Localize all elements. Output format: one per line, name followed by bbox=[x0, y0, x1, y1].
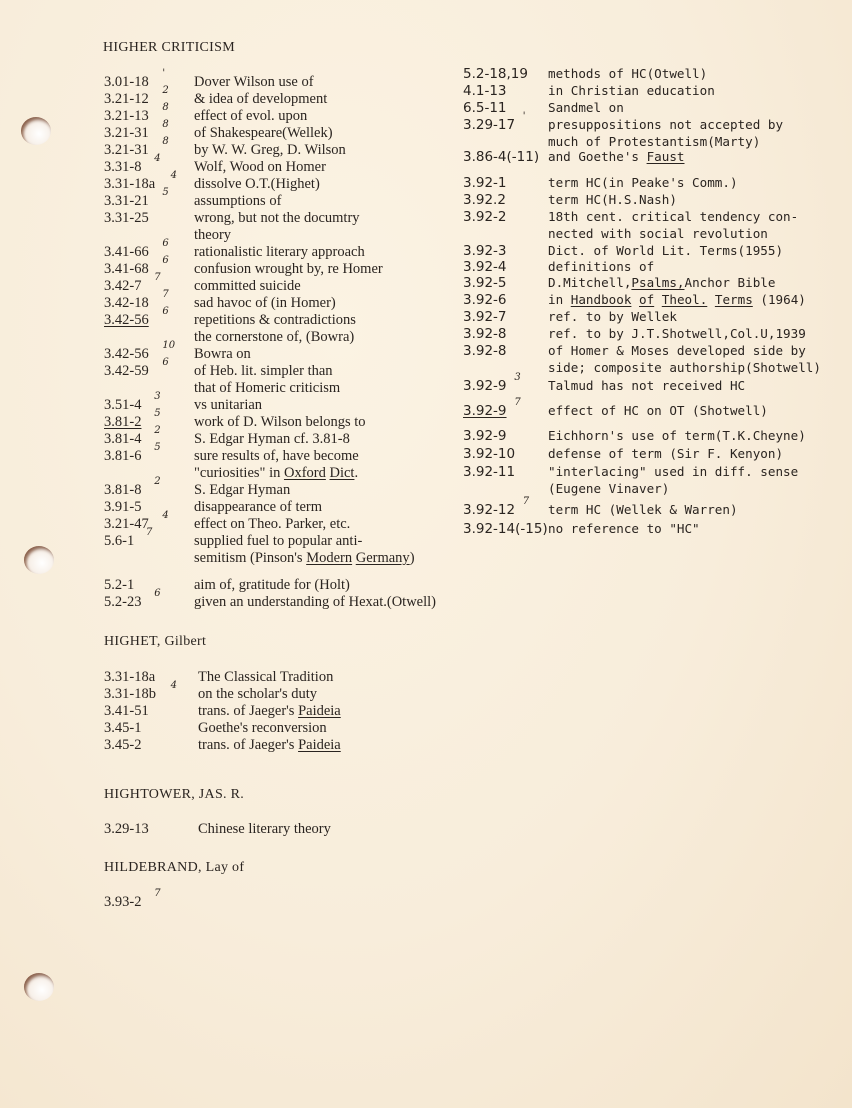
entry-description: Dover Wilson use of bbox=[194, 74, 314, 90]
entry-handwritten-note: 6 bbox=[162, 357, 169, 368]
entry-description: definitions of bbox=[548, 259, 655, 274]
entry-description: ref. to by Wellek bbox=[548, 309, 677, 324]
entry-description: given an understanding of Hexat.(Otwell) bbox=[194, 594, 436, 610]
entry-reference: 3.29-17 bbox=[463, 117, 516, 133]
entry-reference: 5.6-1 bbox=[104, 533, 135, 549]
entry-description: by W. W. Greg, D. Wilson bbox=[194, 142, 346, 158]
section-heading-highet: HIGHET, Gilbert bbox=[104, 634, 207, 649]
entry-reference: 3.42-56 bbox=[104, 312, 149, 328]
entry-description: methods of HC(Otwell) bbox=[548, 66, 708, 81]
entry-description: of Homer & Moses developed side by bbox=[548, 343, 806, 358]
entry-handwritten-note: 8 bbox=[162, 136, 169, 147]
entry-reference: 3.92-5 bbox=[463, 275, 507, 291]
entry-description: S. Edgar Hyman cf. 3.81-8 bbox=[194, 431, 350, 447]
entry-reference: 5.2-1 bbox=[104, 577, 135, 593]
entry-handwritten-note: 4 bbox=[154, 153, 161, 164]
entry-description: assumptions of bbox=[194, 193, 282, 209]
entry-description: effect of HC on OT (Shotwell) bbox=[548, 403, 768, 418]
entry-description: 18th cent. critical tendency con- bbox=[548, 209, 799, 224]
entry-reference: 6.5-11 bbox=[463, 100, 507, 116]
entry-description: trans. of Jaeger's Paideia bbox=[198, 703, 341, 719]
entry-reference: 3.93-2 bbox=[104, 894, 142, 910]
entry-reference: 4.1-13 bbox=[463, 83, 507, 99]
entry-reference: 5.2-23 bbox=[104, 594, 142, 610]
entry-description: repetitions & contradictions bbox=[194, 312, 356, 328]
entry-handwritten-note: 7 bbox=[154, 888, 161, 899]
punch-hole bbox=[21, 117, 51, 145]
entry-reference: 3.92-9 bbox=[463, 378, 507, 394]
entry-reference: 5.2-18,19 bbox=[463, 66, 528, 82]
entry-reference: 3.45-1 bbox=[104, 720, 142, 736]
section-heading-hightower: HIGHTOWER, JAS. R. bbox=[104, 787, 245, 802]
entry-description: wrong, but not the documtry bbox=[194, 210, 360, 226]
entry-reference: 3.92-4 bbox=[463, 259, 507, 275]
entry-description: of Shakespeare(Wellek) bbox=[194, 125, 333, 141]
entry-reference: 3.92-11 bbox=[463, 464, 516, 480]
entry-handwritten-note: 6 bbox=[154, 588, 161, 599]
entry-description: The Classical Tradition bbox=[198, 669, 334, 685]
entry-description: and Goethe's Faust bbox=[548, 149, 685, 164]
entry-handwritten-note: 5 bbox=[154, 442, 161, 453]
entry-description: much of Protestantism(Marty) bbox=[548, 134, 761, 149]
entry-description: supplied fuel to popular anti- bbox=[194, 533, 363, 549]
entry-reference: 3.21-31 bbox=[104, 125, 149, 141]
entry-reference: 3.92-2 bbox=[463, 209, 507, 225]
entry-description: vs unitarian bbox=[194, 397, 263, 413]
entry-reference: 3.31-18a bbox=[104, 669, 156, 685]
entry-reference: 3.92-8 bbox=[463, 326, 507, 342]
entry-reference: 3.81-4 bbox=[104, 431, 142, 447]
entry-handwritten-note: 2 bbox=[154, 425, 161, 436]
entry-handwritten-note: 3 bbox=[514, 372, 521, 383]
entry-handwritten-note: 5 bbox=[154, 408, 161, 419]
entry-handwritten-note: 6 bbox=[162, 306, 169, 317]
entry-reference: 3.21-47 bbox=[104, 516, 149, 532]
entry-description: Eichhorn's use of term(T.K.Cheyne) bbox=[548, 428, 806, 443]
entry-description: disappearance of term bbox=[194, 499, 323, 515]
entry-description: no reference to "HC" bbox=[548, 521, 700, 536]
entry-reference: 3.42-56 bbox=[104, 346, 149, 362]
entry-description: term HC(H.S.Nash) bbox=[548, 192, 677, 207]
entry-reference: 3.92-9 bbox=[463, 428, 507, 444]
entry-description: theory bbox=[194, 227, 232, 243]
entry-description: nected with social revolution bbox=[548, 226, 768, 241]
entry-description: ref. to by J.T.Shotwell,Col.U,1939 bbox=[548, 326, 806, 341]
entry-description: sure results of, have become bbox=[194, 448, 359, 464]
entry-reference: 3.92-6 bbox=[463, 292, 507, 308]
entry-description: Bowra on bbox=[194, 346, 251, 362]
entry-reference: 3.31-18b bbox=[104, 686, 156, 702]
entry-handwritten-note: 6 bbox=[162, 255, 169, 266]
entry-reference: 3.51-4 bbox=[104, 397, 142, 413]
entry-description: (Eugene Vinaver) bbox=[548, 481, 670, 496]
entry-reference: 3.92-8 bbox=[463, 343, 507, 359]
entry-handwritten-note: 2 bbox=[154, 476, 161, 487]
punch-hole bbox=[24, 973, 54, 1001]
entry-description: side; composite authorship(Shotwell) bbox=[548, 360, 821, 375]
entry-reference: 3.92-3 bbox=[463, 243, 507, 259]
entry-handwritten-note: 8 bbox=[162, 119, 169, 130]
entry-handwritten-note: 7 bbox=[514, 397, 521, 408]
entry-reference: 3.21-13 bbox=[104, 108, 149, 124]
entry-description: the cornerstone of, (Bowra) bbox=[194, 329, 355, 345]
entry-handwritten-note: 3 bbox=[154, 391, 161, 402]
entry-reference: 3.91-5 bbox=[104, 499, 142, 515]
punch-hole bbox=[24, 546, 54, 574]
entry-reference: 3.92-9 bbox=[463, 403, 507, 419]
entry-reference: 3.42-18 bbox=[104, 295, 149, 311]
entry-reference: 3.31-18a bbox=[104, 176, 156, 192]
entry-description: in Handbook of Theol. Terms (1964) bbox=[548, 292, 806, 307]
entry-handwritten-note: 7 bbox=[146, 527, 153, 538]
entry-description: Goethe's reconversion bbox=[198, 720, 327, 736]
entry-description: Dict. of World Lit. Terms(1955) bbox=[548, 243, 784, 258]
section-heading-higher-criticism: HIGHER CRITICISM bbox=[103, 40, 235, 55]
entry-description: Wolf, Wood on Homer bbox=[194, 159, 326, 175]
entry-description: semitism (Pinson's Modern Germany) bbox=[194, 550, 415, 566]
entry-description: rationalistic literary approach bbox=[194, 244, 365, 260]
entry-description: & idea of development bbox=[194, 91, 328, 107]
entry-reference: 3.92-1 bbox=[463, 175, 507, 191]
entry-reference: 3.42-7 bbox=[104, 278, 142, 294]
entry-handwritten-note: 10 bbox=[162, 340, 176, 351]
entry-reference: 3.31-25 bbox=[104, 210, 149, 226]
entry-reference: 3.01-18 bbox=[104, 74, 149, 90]
entry-reference: 3.86-4(-11) bbox=[463, 149, 540, 165]
entry-reference: 3.81-8 bbox=[104, 482, 142, 498]
entry-reference: 3.31-21 bbox=[104, 193, 149, 209]
entry-description: in Christian education bbox=[548, 83, 715, 98]
entry-handwritten-note: 7 bbox=[162, 289, 169, 300]
entry-description: aim of, gratitude for (Holt) bbox=[194, 577, 350, 593]
entry-reference: 3.42-59 bbox=[104, 363, 149, 379]
entry-reference: 3.92-7 bbox=[463, 309, 507, 325]
entry-description: sad havoc of (in Homer) bbox=[194, 295, 336, 311]
entry-description: "interlacing" used in diff. sense bbox=[548, 464, 799, 479]
entry-reference: 3.92-12 bbox=[463, 502, 516, 518]
entry-handwritten-note: 7 bbox=[154, 272, 161, 283]
entry-reference: 3.31-8 bbox=[104, 159, 142, 175]
entry-reference: 3.45-2 bbox=[104, 737, 142, 753]
entry-description: dissolve O.T.(Highet) bbox=[194, 176, 320, 192]
entry-reference: 3.41-66 bbox=[104, 244, 149, 260]
entry-handwritten-note: ' bbox=[522, 111, 526, 122]
entry-description: committed suicide bbox=[194, 278, 301, 294]
entry-reference: 3.41-68 bbox=[104, 261, 149, 277]
entry-reference: 3.21-31 bbox=[104, 142, 149, 158]
entry-reference: 3.92.2 bbox=[463, 192, 506, 208]
entry-handwritten-note: 5 bbox=[162, 187, 169, 198]
entry-description: "curiosities" in Oxford Dict. bbox=[194, 465, 359, 481]
entry-description: effect on Theo. Parker, etc. bbox=[194, 516, 351, 532]
entry-description: work of D. Wilson belongs to bbox=[194, 414, 366, 430]
entry-handwritten-note: 4 bbox=[162, 510, 169, 521]
entry-reference: 3.29-13 bbox=[104, 821, 149, 837]
entry-description: Sandmel on bbox=[548, 100, 624, 115]
entry-handwritten-note: 4 bbox=[170, 170, 177, 181]
entry-description: of Heb. lit. simpler than bbox=[194, 363, 333, 379]
entry-description: confusion wrought by, re Homer bbox=[194, 261, 383, 277]
entry-description: term HC (Wellek & Warren) bbox=[548, 502, 738, 517]
entry-reference: 3.81-6 bbox=[104, 448, 142, 464]
entry-description: effect of evol. upon bbox=[194, 108, 308, 124]
entry-description: S. Edgar Hyman bbox=[194, 482, 291, 498]
entry-handwritten-note: 6 bbox=[162, 238, 169, 249]
entry-handwritten-note: 4 bbox=[170, 680, 177, 691]
entry-reference: 3.92-10 bbox=[463, 446, 516, 462]
entry-handwritten-note: ' bbox=[162, 68, 166, 79]
entry-description: Talmud has not received HC bbox=[548, 378, 746, 393]
entry-description: that of Homeric criticism bbox=[194, 380, 341, 396]
entry-reference: 3.81-2 bbox=[104, 414, 142, 430]
entry-handwritten-note: 8 bbox=[162, 102, 169, 113]
entry-description: Chinese literary theory bbox=[198, 821, 331, 837]
entry-description: trans. of Jaeger's Paideia bbox=[198, 737, 341, 753]
entry-reference: 3.41-51 bbox=[104, 703, 149, 719]
entry-description: D.Mitchell,Psalms,Anchor Bible bbox=[548, 275, 776, 290]
entry-description: on the scholar's duty bbox=[198, 686, 317, 702]
entry-description: defense of term (Sir F. Kenyon) bbox=[548, 446, 784, 461]
entry-reference: 3.21-12 bbox=[104, 91, 149, 107]
entry-handwritten-note: 2 bbox=[162, 85, 169, 96]
entry-handwritten-note: 7 bbox=[522, 496, 530, 507]
section-heading-hildebrand: HILDEBRAND, Lay of bbox=[104, 860, 245, 875]
entry-reference: 3.92-14(-15) bbox=[463, 521, 548, 537]
entry-description: term HC(in Peake's Comm.) bbox=[548, 175, 738, 190]
entry-description: presuppositions not accepted by bbox=[548, 117, 784, 132]
